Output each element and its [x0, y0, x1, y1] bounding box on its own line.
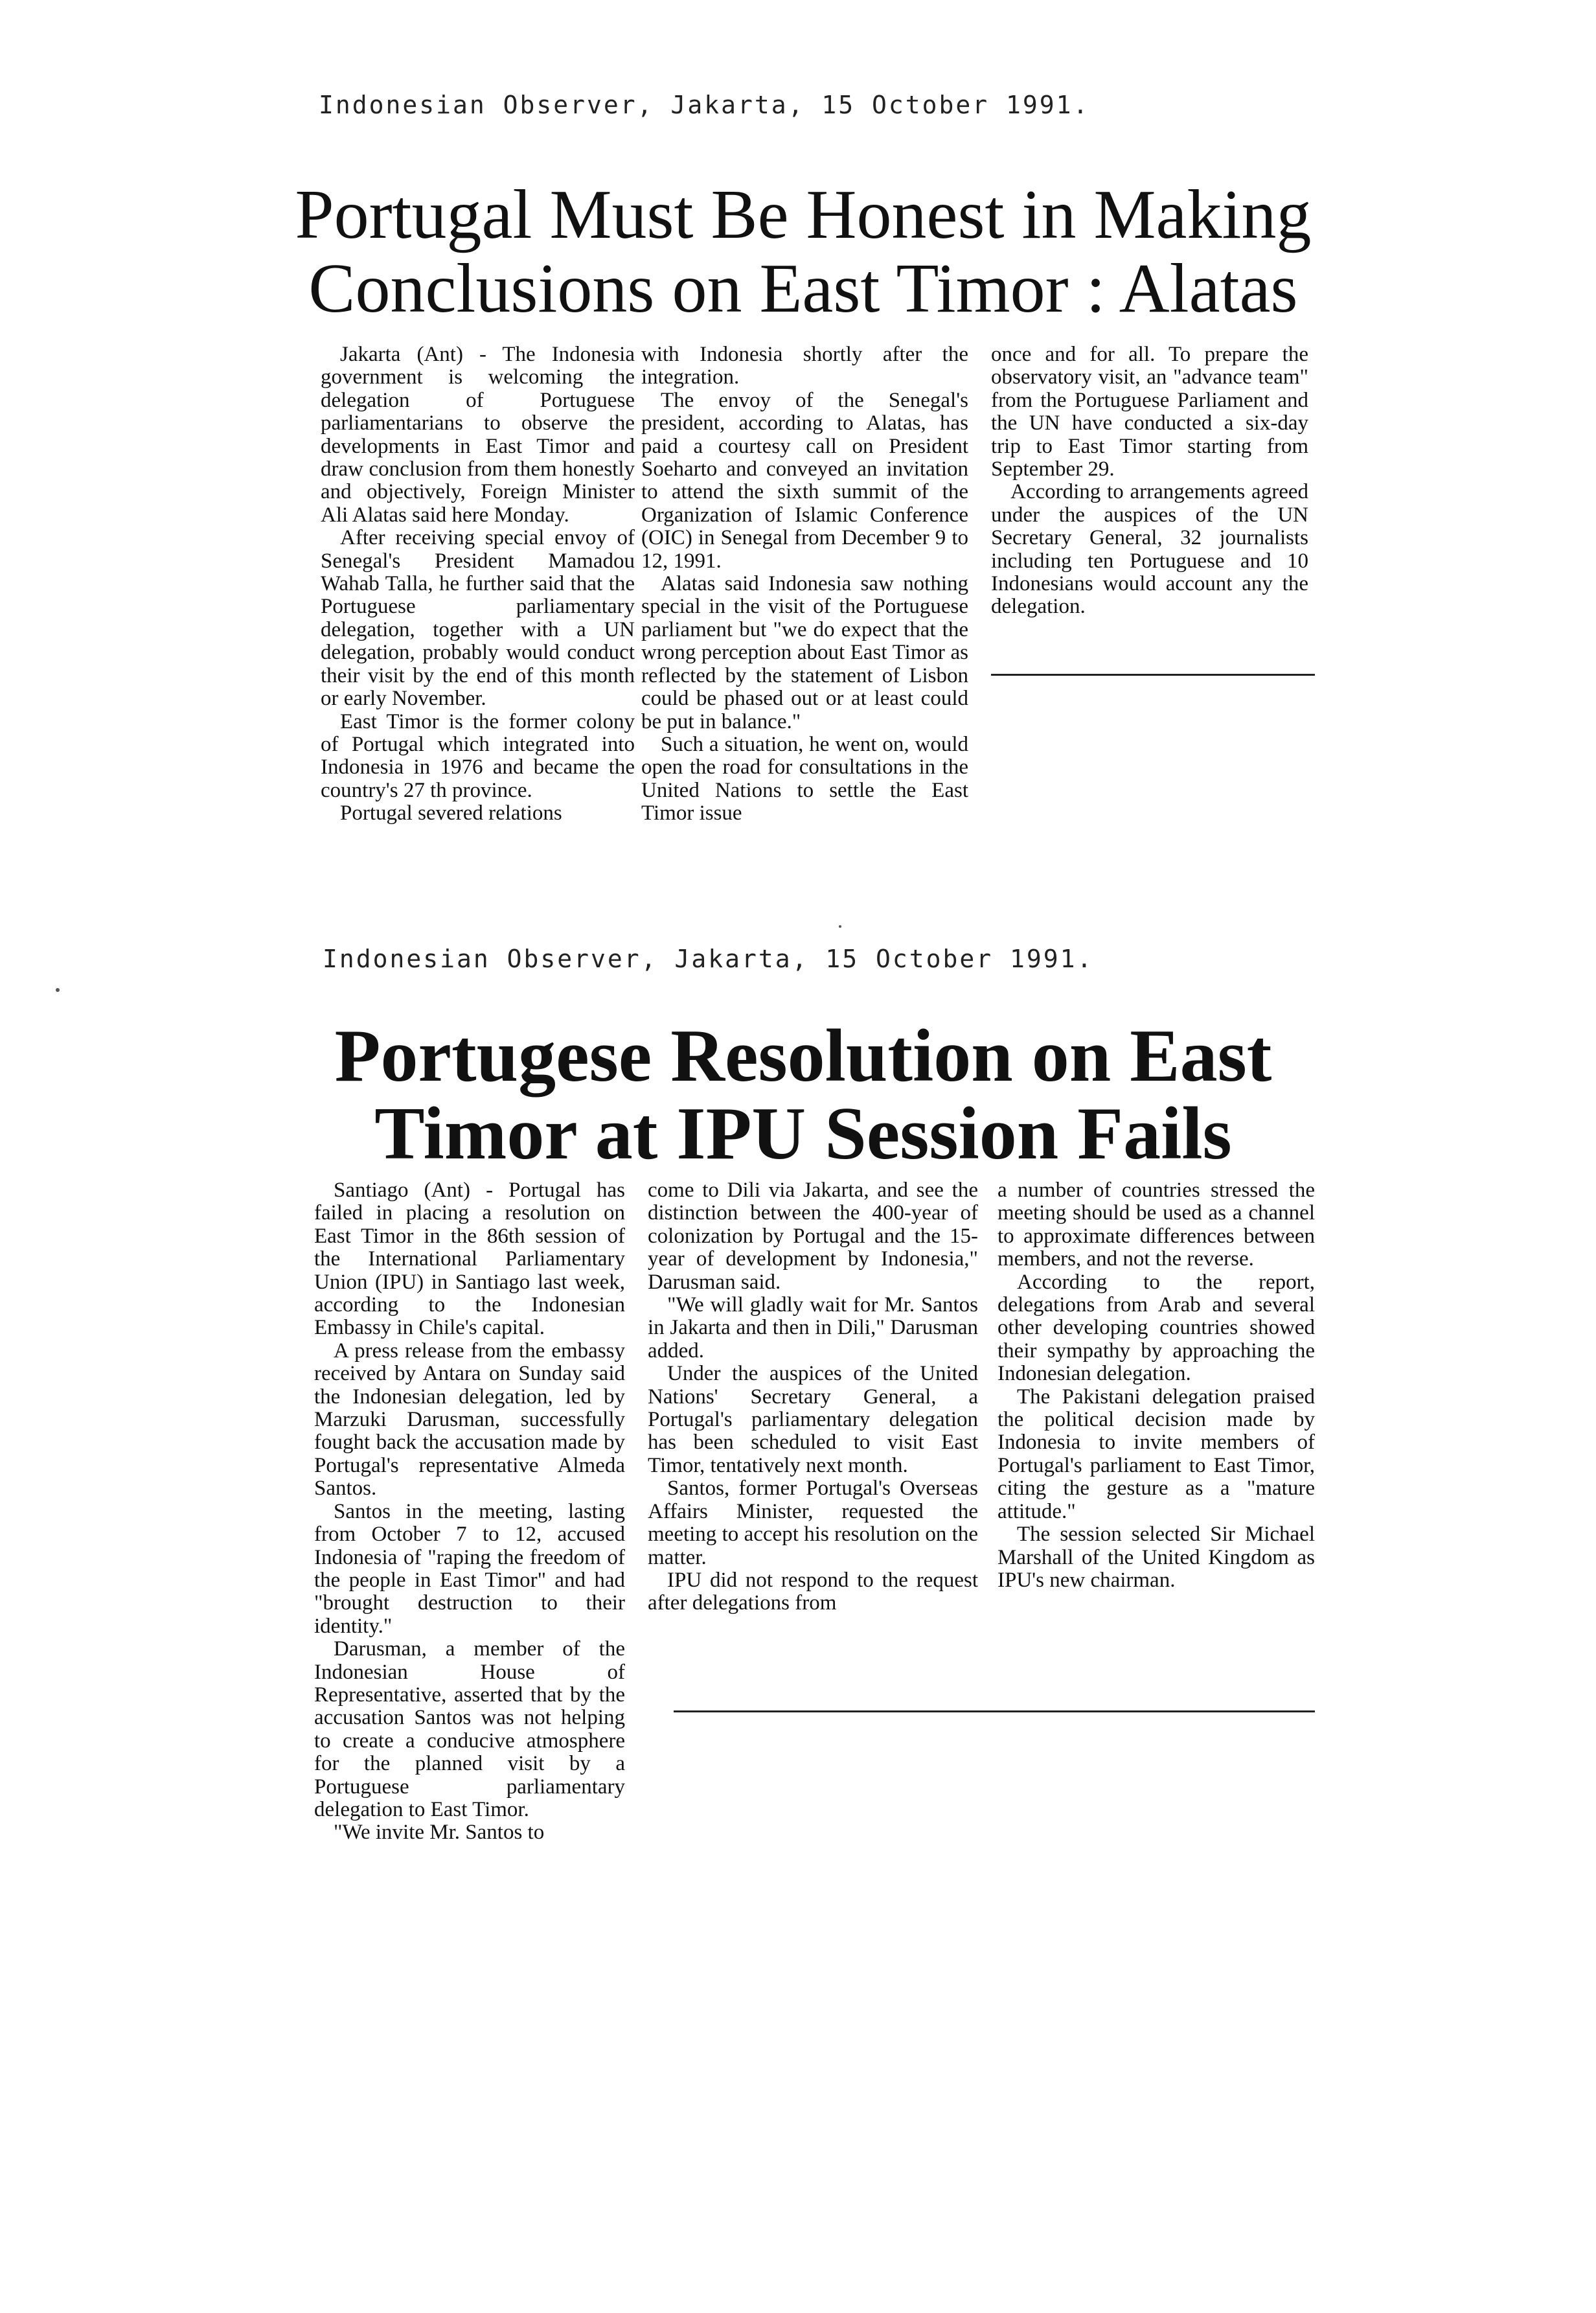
article2-col3-paragraph: a number of countries stressed the meeting should be used as a channel to approximate differences between members, and not the reverse. [998, 1179, 1315, 1271]
article2-source-line: Indonesian Observer, Jakarta, 15 October 1991. [323, 945, 1094, 973]
scan-speck [839, 925, 841, 928]
article1-column-1 [321, 343, 635, 825]
article2-col2-paragraph: come to Dili via Jakarta, and see the distinction between the 400-year of colonization by Portugal and the 15-year of development by Indonesia," Darusman said. [648, 1179, 978, 1294]
article1-col3-paragraph: According to arrangements agreed under the auspices of the UN Secretary General, 32 journalists including ten Portuguese and 10 Indonesians would account any the delegation. [991, 480, 1308, 619]
article2-end-rule [674, 1710, 1315, 1712]
article1-column-3 [991, 343, 1308, 619]
article2-headline-line2: Timor at IPU Session Fails [374, 1092, 1232, 1175]
scan-speck [56, 988, 60, 992]
article1-col2-paragraph: with Indonesia shortly after the integration. [641, 343, 968, 389]
article2-headline [285, 1015, 1321, 1175]
article2-col2-paragraph: Under the auspices of the United Nations' Secretary General, a Portugal's parliamentary delegation has been scheduled to visit East Timor, tentatively next month. [648, 1362, 978, 1477]
article2-col2-paragraph: IPU did not respond to the request after delegations from [648, 1568, 978, 1615]
article1-headline-line2: Conclusions on East Timor : Alatas [308, 250, 1298, 327]
article2-headline-line1: Portugese Resolution on East [334, 1015, 1272, 1098]
article1-col1-paragraph: After receiving special envoy of Senegal's President Mamadou Wahab Talla, he further said that the Portuguese parliamentary delegation, together with a UN delegation, probably would conduct their visit by the end of this month or early November. [321, 526, 635, 711]
article2-col3-paragraph: According to the report, delegations from Arab and several other developing countries showed their sympathy by approaching the Indonesian delegation. [998, 1270, 1315, 1386]
article2-col1-paragraph: A press release from the embassy received by Antara on Sunday said the Indonesian delegation, led by Marzuki Darusman, successfully fought back the accusation made by Portugal's representative Almeda Santos. [314, 1339, 625, 1501]
article1-col2-paragraph: Alatas said Indonesia saw nothing special in the visit of the Portuguese parliament but "we do expect that the wrong perception about East Timor as reflected by the statement of Lisbon could be phased out or at least could be put in balance." [641, 572, 968, 733]
article2-column-2 [648, 1179, 978, 1615]
article1-col1-paragraph: Jakarta (Ant) - The Indonesia government is welcoming the delegation of Portuguese parliamentarians to observe the developments in East Timor and draw conclusion from them honestly and objectively, Foreign Minister Ali Alatas said here Monday. [321, 343, 635, 527]
article1-headline [285, 176, 1321, 327]
article2-col2-paragraph: "We will gladly wait for Mr. Santos in Jakarta and then in Dili," Darusman added. [648, 1293, 978, 1363]
article1-col2-paragraph: Such a situation, he went on, would open the road for consultations in the United Nations to settle the East Timor issue [641, 732, 968, 825]
article2-col1-paragraph: "We invite Mr. Santos to [334, 1821, 545, 1845]
article2-col1-paragraph: Santos in the meeting, lasting from October 7 to 12, accused Indonesia of "raping the freedom of the people in East Timor" and had "brought destruction to their identity." [314, 1499, 625, 1638]
article2-column-1 [314, 1179, 625, 1845]
article1-col2-paragraph: The envoy of the Senegal's president, according to Alatas, has paid a courtesy call on President Soeharto and conveyed an invitation to attend the sixth summit of the Organization of Islamic Conference (OIC) in Senegal from December 9 to 12, 1991. [641, 388, 968, 573]
article2-col1-paragraph: Santiago (Ant) - Portugal has failed in placing a resolution on East Timor in the 86th session of the International Parliamentary Union (IPU) in Santiago last week, according to the Indonesian Embassy in Chile's capital. [314, 1179, 625, 1340]
article2-col3-paragraph: The session selected Sir Michael Marshall of the United Kingdom as IPU's new chairman. [998, 1523, 1315, 1592]
article1-column-2 [641, 343, 968, 825]
article2-col3-paragraph: The Pakistani delegation praised the political decision made by Indonesia to invite members of Portugal's parliament to East Timor, citing the gesture as a "mature attitude." [998, 1385, 1315, 1523]
article2-col1-paragraph: Darusman, a member of the Indonesian House of Representative, asserted that by the accusation Santos was not helping to create a conducive atmosphere for the planned visit by a Portuguese parliamentary delegation to East Timor. [314, 1637, 625, 1821]
article1-headline-line1: Portugal Must Be Honest in Making [295, 176, 1312, 253]
article1-col1-paragraph: East Timor is the former colony of Portugal which integrated into Indonesia in 1976 and became the country's 27 th province. [321, 709, 635, 802]
article1-col3-paragraph: once and for all. To prepare the observatory visit, an "advance team" from the Portuguese Parliament and the UN have conducted a six-day trip to East Timor starting from September 29. [991, 343, 1308, 481]
article1-end-rule [991, 674, 1315, 676]
article2-column-3 [998, 1179, 1315, 1592]
article1-col1-paragraph: Portugal severed relations [340, 801, 562, 825]
article1-source-line: Indonesian Observer, Jakarta, 15 October 1991. [319, 91, 1090, 119]
article2-col2-paragraph: Santos, former Portugal's Overseas Affairs Minister, requested the meeting to accept his resolution on the matter. [648, 1477, 978, 1569]
